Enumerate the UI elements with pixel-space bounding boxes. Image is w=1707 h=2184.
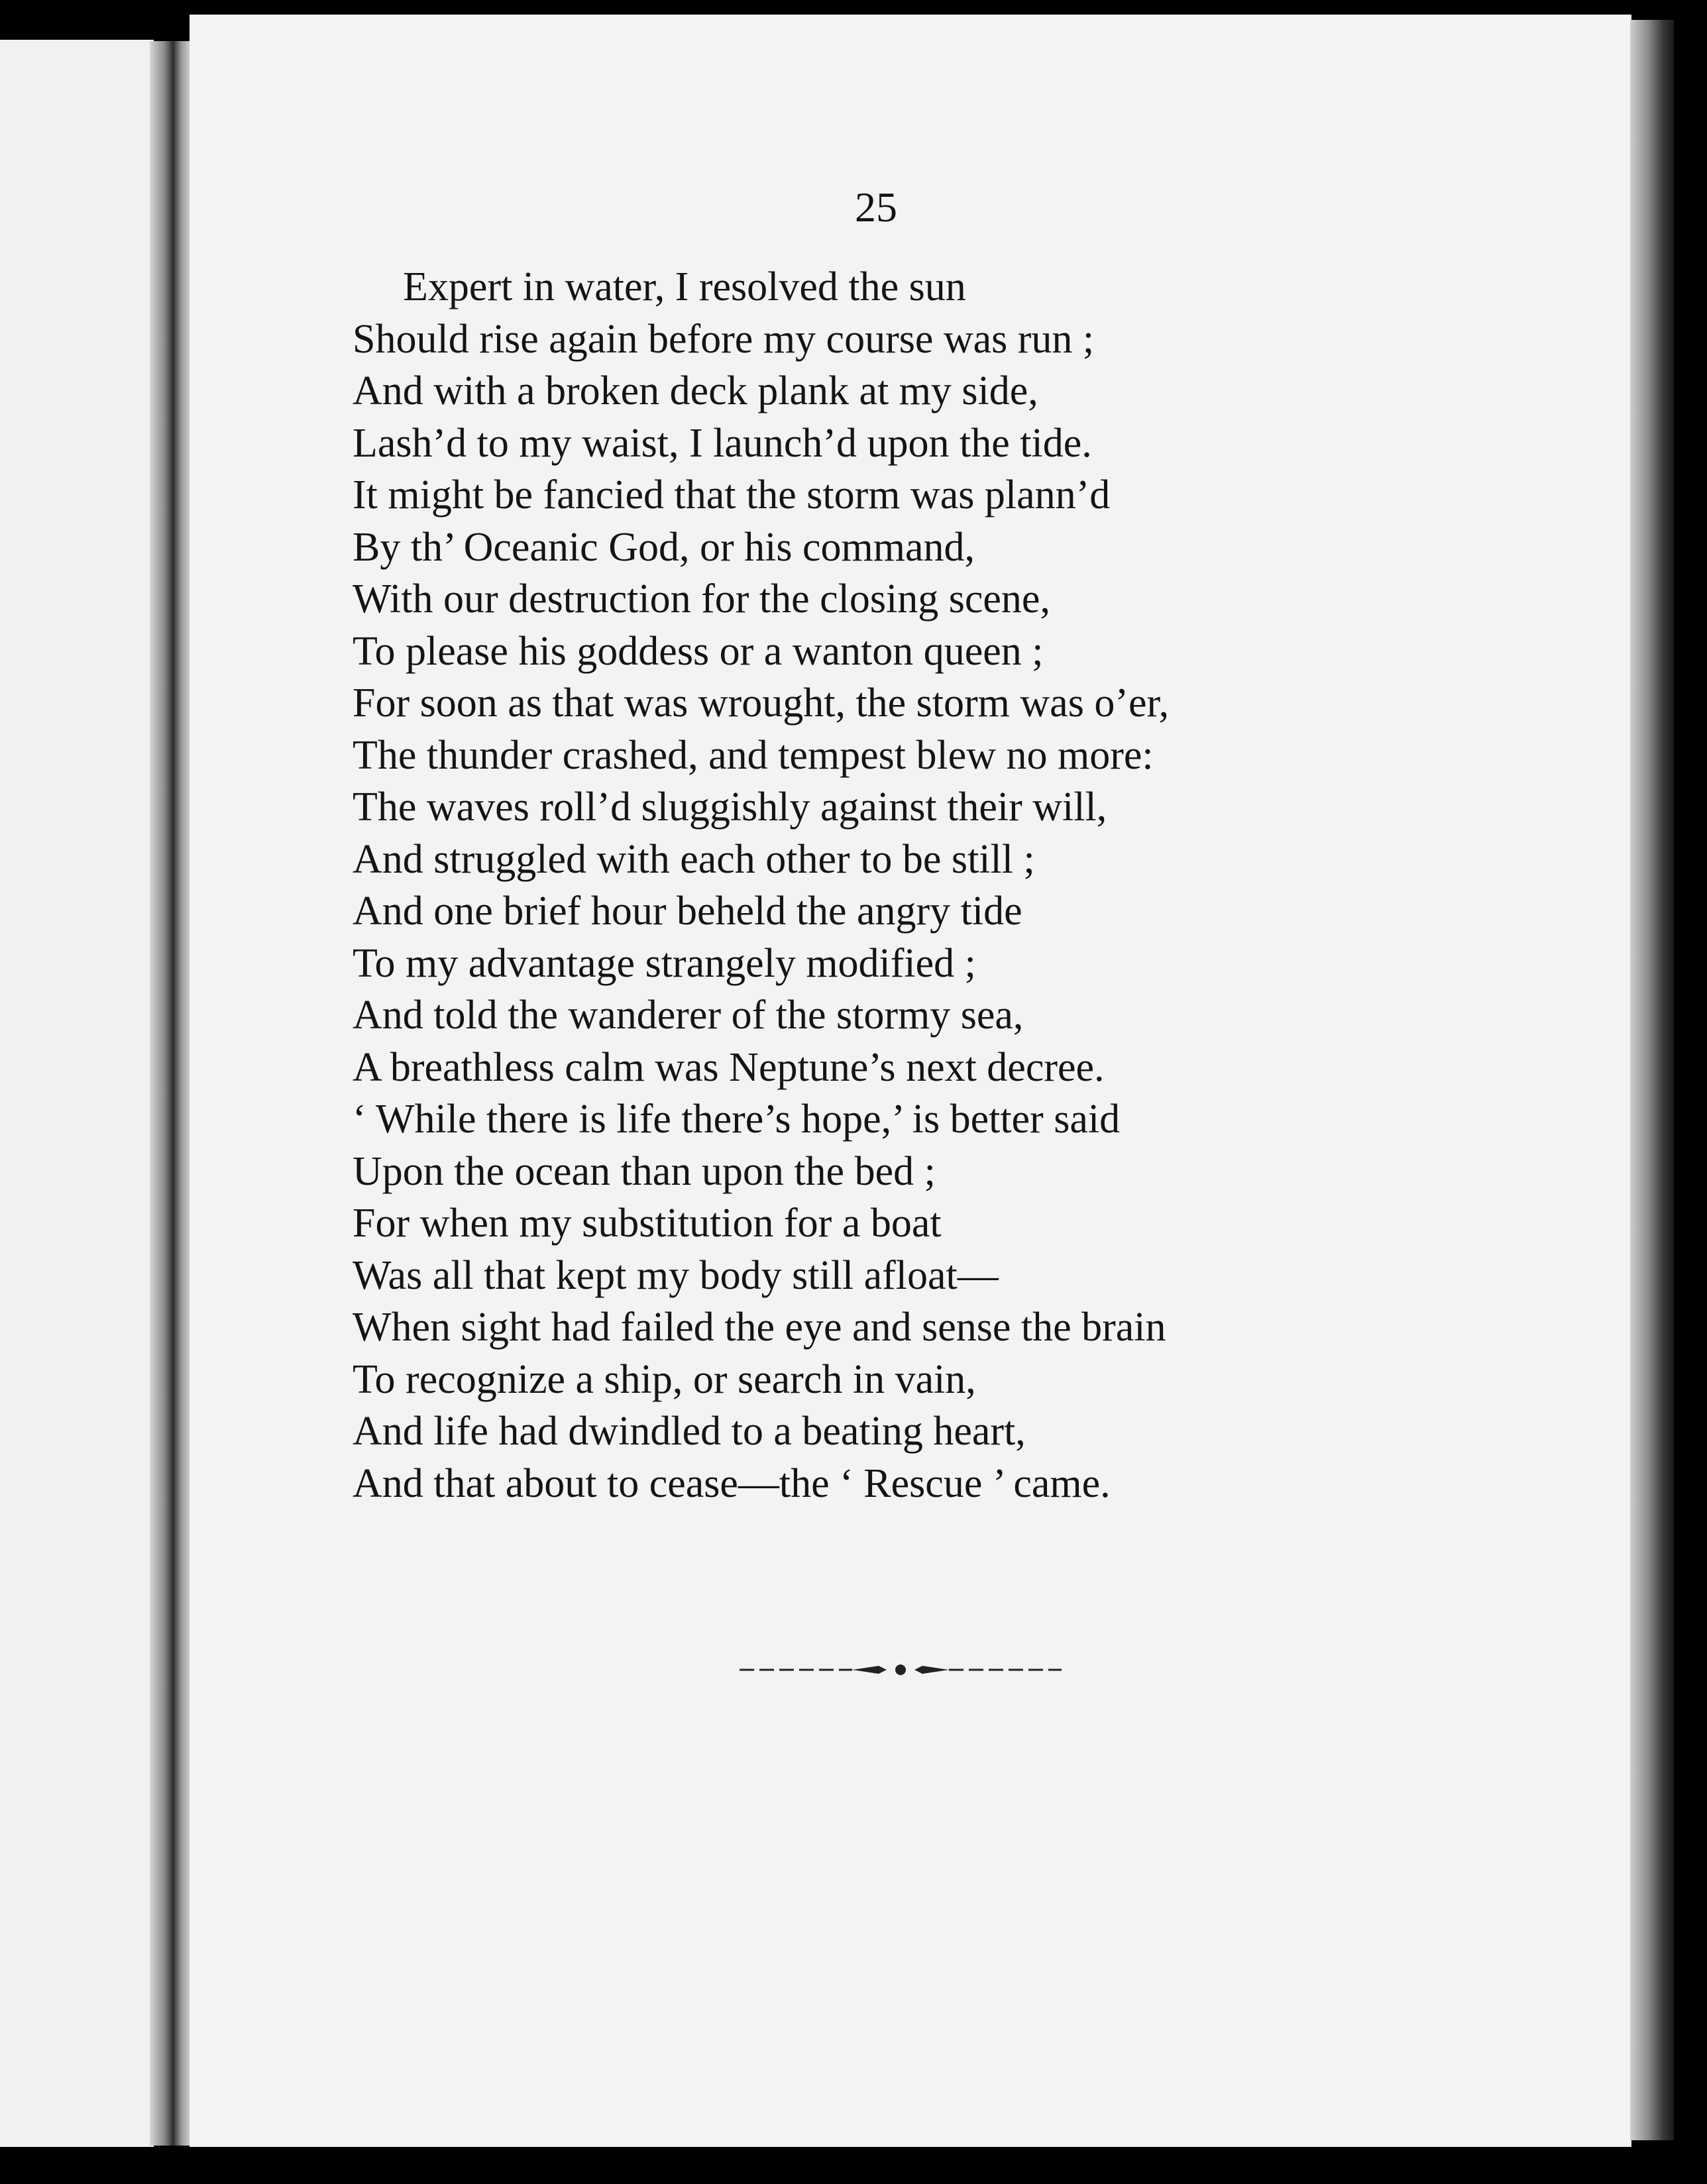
poem-line: And told the wanderer of the stormy sea, bbox=[353, 993, 1024, 1038]
poem-line: And with a broken deck plank at my side, bbox=[353, 368, 1038, 413]
poem-line: For soon as that was wrought, the storm was o’er, bbox=[353, 681, 1170, 726]
poem-line: Should rise again before my course was run ; bbox=[353, 316, 1095, 362]
poem-line: A breathless calm was Neptune’s next decree. bbox=[353, 1044, 1105, 1090]
poem-line: Lash’d to my waist, I launch’d upon the tide. bbox=[353, 420, 1092, 466]
poem-text bbox=[353, 261, 1169, 1509]
poem-line: For when my substitution for a boat bbox=[353, 1201, 942, 1246]
poem-line: To recognize a ship, or search in vain, bbox=[353, 1356, 976, 1402]
poem-line: And struggled with each other to be still ; bbox=[353, 836, 1035, 882]
poem-line: The thunder crashed, and tempest blew no more: bbox=[353, 732, 1154, 778]
poem-line: Upon the ocean than upon the bed ; bbox=[353, 1148, 936, 1194]
poem-line: To my advantage strangely modified ; bbox=[353, 940, 976, 986]
poem-line: With our destruction for the closing scene, bbox=[353, 576, 1050, 622]
poem-line: To please his goddess or a wanton queen ; bbox=[353, 628, 1044, 674]
facing-page bbox=[0, 40, 154, 2147]
poem-line: When sight had failed the eye and sense the brain bbox=[353, 1305, 1166, 1350]
page-number: 25 bbox=[855, 184, 897, 231]
poem-line: Expert in water, I resolved the sun bbox=[403, 264, 966, 309]
poem-line: ‘ While there is life there’s hope,’ is better said bbox=[353, 1097, 1121, 1142]
poem-line: The waves roll’d sluggishly against their will, bbox=[353, 785, 1107, 830]
poem-line: By th’ Oceanic God, or his command, bbox=[353, 524, 975, 570]
ornament-divider bbox=[740, 1657, 1062, 1683]
poem-line: And that about to cease—the ‘ Rescue ’ came. bbox=[353, 1460, 1111, 1506]
book-gutter bbox=[150, 41, 192, 2146]
poem-line: Was all that kept my body still afloat— bbox=[353, 1252, 999, 1298]
poem-line: And one brief hour beheld the angry tide bbox=[353, 889, 1022, 934]
page-edge bbox=[1630, 20, 1674, 2140]
poem-line: It might be fancied that the storm was plann’d bbox=[353, 472, 1111, 518]
poem-line: And life had dwindled to a beating heart, bbox=[353, 1409, 1026, 1454]
